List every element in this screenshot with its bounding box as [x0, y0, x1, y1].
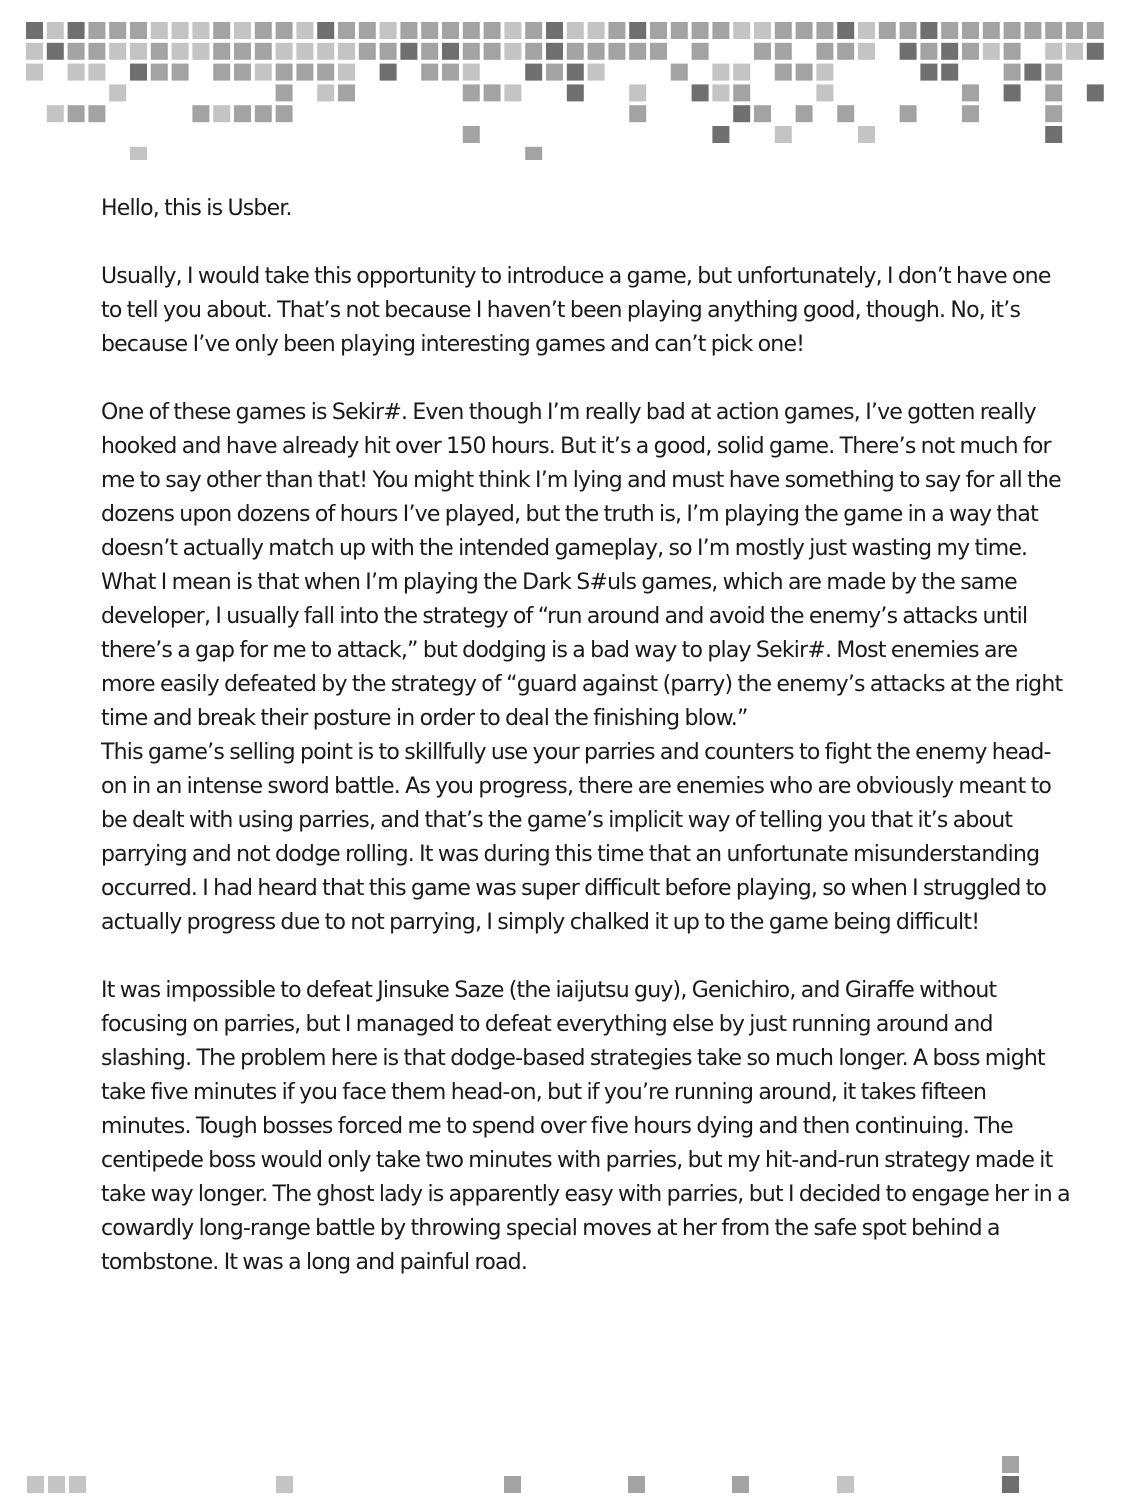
pixel-block: [68, 64, 85, 81]
pixel-block: [109, 22, 126, 39]
pixel-block: [962, 22, 979, 39]
pixel-block: [816, 22, 833, 39]
paragraph-strategy: What I mean is that when I’m playing the Dark S#uls games, which are made by the same developer, I usually fall into the strategy of “run around and avoid the enemy’s attacks until there’s a gap for me to attack,” but dodging is a bad way to play Sekir#. Most enemies are more easily defeated by the strategy of “guard against (parry) the enemy’s attacks at the right time and break their posture in order to deal the finishing blow.”: [101, 570, 1063, 731]
pixel-block: [837, 105, 854, 122]
pixel-block: [338, 84, 355, 101]
pixel-block: [400, 43, 417, 60]
pixel-block: [47, 22, 64, 39]
pixel-block: [234, 22, 251, 39]
pixel-block: [192, 105, 209, 122]
pixel-block: [1004, 43, 1021, 60]
pixel-block: [47, 43, 64, 60]
pixel-block: [234, 105, 251, 122]
pixel-block: [359, 22, 376, 39]
pixel-block: [837, 1476, 854, 1493]
pixel-block: [671, 22, 688, 39]
pixel-block: [962, 43, 979, 60]
pixel-block: [255, 105, 272, 122]
pixel-block: [858, 22, 875, 39]
pixel-block: [463, 126, 480, 143]
pixel-block: [1045, 105, 1062, 122]
pixel-block: [463, 22, 480, 39]
pixel-block: [671, 64, 688, 81]
pixel-block: [380, 22, 397, 39]
pixel-block: [1002, 1456, 1019, 1473]
pixel-block: [234, 43, 251, 60]
pixel-block: [816, 84, 833, 101]
pixel-block: [338, 22, 355, 39]
pixel-block: [775, 64, 792, 81]
pixel-block: [588, 64, 605, 81]
pixel-block: [380, 64, 397, 81]
pixel-block: [733, 105, 750, 122]
pixel-block: [192, 43, 209, 60]
pixel-block: [276, 43, 293, 60]
top-pixel-border: [0, 0, 1126, 160]
pixel-block: [130, 43, 147, 60]
pixel-block: [151, 64, 168, 81]
pixel-block: [48, 1476, 65, 1493]
pixel-block: [484, 84, 501, 101]
pixel-block: [941, 22, 958, 39]
pixel-block: [68, 43, 85, 60]
pixel-block: [546, 64, 563, 81]
pixel-block: [442, 22, 459, 39]
bottom-pixel-pattern: [0, 1430, 1126, 1500]
pixel-block: [775, 43, 792, 60]
pixel-block: [276, 1476, 293, 1493]
pixel-block: [255, 22, 272, 39]
pixel-block: [629, 84, 646, 101]
pixel-block: [172, 43, 189, 60]
pixel-block: [421, 64, 438, 81]
pixel-block: [504, 1476, 521, 1493]
pixel-block: [1045, 43, 1062, 60]
pixel-block: [421, 22, 438, 39]
pixel-block: [504, 84, 521, 101]
pixel-block: [546, 22, 563, 39]
pixel-block: [775, 22, 792, 39]
pixel-block: [733, 22, 750, 39]
pixel-block: [463, 84, 480, 101]
pixel-block: [628, 1476, 645, 1493]
pixel-block: [608, 43, 625, 60]
pixel-block: [525, 64, 542, 81]
greeting: Hello, this is Usber.: [101, 196, 292, 221]
paragraph-sekiro: One of these games is Sekir#. Even though I’m really bad at action games, I’ve gotten really hooked and have already hit over 150 hours. But it’s a good, solid game. There’s not much for me to say other than that! You might think I’m lying and must have something to say for all the dozens upon dozens of hours I’ve played, but the truth is, I’m playing the game in a way that doesn’t actually match up with the intended gameplay, so I’m mostly just wasting my time.: [101, 400, 1061, 561]
pixel-block: [692, 22, 709, 39]
pixel-block: [151, 43, 168, 60]
pixel-block: [1087, 43, 1104, 60]
pixel-block: [1087, 22, 1104, 39]
pixel-block: [525, 22, 542, 39]
pixel-block: [816, 43, 833, 60]
pixel-block: [296, 64, 313, 81]
pixel-block: [941, 64, 958, 81]
pixel-block: [712, 22, 729, 39]
paragraph-parry: This game’s selling point is to skillfully use your parries and counters to fight the enemy head-on in an intense sword battle. As you progress, there are enemies who are obviously meant to be dealt with using parries, and that’s the game’s implicit way of telling you that it’s about parrying and not dodge rolling. It was during this time that an unfortunate misunderstanding occurred. I had heard that this game was super difficult before playing, so when I struggled to actually progress due to not parrying, I simply chalked it up to the game being difficult!: [101, 740, 1052, 935]
pixel-block: [858, 43, 875, 60]
pixel-block: [567, 64, 584, 81]
letter-body: [101, 192, 1071, 1280]
pixel-block: [109, 43, 126, 60]
pixel-block: [588, 43, 605, 60]
pixel-block: [172, 64, 189, 81]
pixel-block: [754, 43, 771, 60]
pixel-block: [317, 43, 334, 60]
paragraph-bosses: It was impossible to defeat Jinsuke Saze (the iaijutsu guy), Genichiro, and Giraffe without focusing on parries, but I managed to defeat everything else by just running around and slashing. The problem here is that dodge-based strategies take so much longer. A boss might take five minutes if you face them head-on, but if you’re running around, it takes fifteen minutes. Tough bosses forced me to spend over five hours dying and then continuing. The centipede boss would only take two minutes with parries, but my hit-and-run strategy made it take way longer. The ghost lady is apparently easy with parries, but I decided to engage her in a cowardly long-range battle by throwing special moves at her from the safe spot behind a tombstone. It was a long and painful road.: [101, 978, 1070, 1275]
pixel-block: [27, 1476, 44, 1493]
pixel-block: [463, 43, 480, 60]
pixel-block: [276, 22, 293, 39]
pixel-block: [629, 105, 646, 122]
pixel-block: [754, 22, 771, 39]
pixel-block: [296, 22, 313, 39]
pixel-block: [650, 43, 667, 60]
pixel-block: [1004, 22, 1021, 39]
pixel-block: [796, 22, 813, 39]
pixel-block: [442, 43, 459, 60]
pixel-block: [192, 22, 209, 39]
pixel-block: [1066, 22, 1083, 39]
pixel-block: [68, 105, 85, 122]
pixel-block: [1024, 22, 1041, 39]
pixel-block: [1066, 43, 1083, 60]
pixel-block: [567, 43, 584, 60]
top-pixel-pattern: [0, 0, 1126, 160]
pixel-block: [442, 64, 459, 81]
pixel-block: [213, 105, 230, 122]
pixel-block: [546, 43, 563, 60]
pixel-block: [879, 22, 896, 39]
pixel-block: [712, 126, 729, 143]
pixel-block: [213, 64, 230, 81]
pixel-block: [588, 22, 605, 39]
pixel-block: [920, 43, 937, 60]
pixel-block: [837, 22, 854, 39]
pixel-block: [920, 22, 937, 39]
pixel-block: [26, 43, 43, 60]
pixel-block: [1087, 84, 1104, 101]
pixel-block: [504, 22, 521, 39]
pixel-block: [1045, 84, 1062, 101]
pixel-block: [775, 126, 792, 143]
pixel-block: [816, 64, 833, 81]
pixel-block: [733, 64, 750, 81]
pixel-block: [255, 64, 272, 81]
pixel-block: [1004, 64, 1021, 81]
pixel-block: [109, 84, 126, 101]
pixel-block: [650, 22, 667, 39]
pixel-block: [712, 84, 729, 101]
pixel-block: [941, 43, 958, 60]
pixel-block: [130, 147, 147, 160]
pixel-block: [1045, 22, 1062, 39]
pixel-block: [47, 105, 64, 122]
pixel-block: [962, 105, 979, 122]
pixel-block: [276, 84, 293, 101]
pixel-block: [1045, 64, 1062, 81]
pixel-block: [338, 64, 355, 81]
pixel-block: [962, 84, 979, 101]
pixel-block: [900, 43, 917, 60]
pixel-block: [130, 22, 147, 39]
pixel-block: [754, 105, 771, 122]
pixel-block: [1004, 84, 1021, 101]
pixel-block: [900, 105, 917, 122]
bottom-pixel-border: [0, 1430, 1126, 1500]
pixel-block: [567, 84, 584, 101]
pixel-block: [172, 22, 189, 39]
pixel-block: [504, 43, 521, 60]
pixel-block: [213, 43, 230, 60]
pixel-block: [796, 64, 813, 81]
pixel-block: [484, 43, 501, 60]
pixel-block: [213, 22, 230, 39]
pixel-block: [692, 84, 709, 101]
pixel-block: [837, 43, 854, 60]
pixel-block: [900, 22, 917, 39]
pixel-block: [88, 43, 105, 60]
pixel-block: [629, 43, 646, 60]
pixel-block: [983, 22, 1000, 39]
pixel-block: [525, 147, 542, 160]
pixel-block: [317, 22, 334, 39]
pixel-block: [712, 64, 729, 81]
pixel-block: [484, 22, 501, 39]
pixel-block: [692, 43, 709, 60]
pixel-block: [338, 43, 355, 60]
pixel-block: [463, 64, 480, 81]
pixel-block: [276, 64, 293, 81]
pixel-block: [858, 126, 875, 143]
pixel-block: [296, 43, 313, 60]
pixel-block: [255, 43, 272, 60]
pixel-block: [276, 105, 293, 122]
pixel-block: [26, 22, 43, 39]
pixel-block: [525, 43, 542, 60]
pixel-block: [68, 22, 85, 39]
pixel-block: [567, 22, 584, 39]
pixel-block: [359, 43, 376, 60]
pixel-block: [629, 22, 646, 39]
pixel-block: [317, 64, 334, 81]
pixel-block: [317, 84, 334, 101]
pixel-block: [234, 64, 251, 81]
pixel-block: [983, 43, 1000, 60]
paragraph-intro: Usually, I would take this opportunity to introduce a game, but unfortunately, I don’t have one to tell you about. That’s not because I haven’t been playing anything good, though. No, it’s because I’ve only been playing interesting games and can’t pick one!: [101, 264, 1051, 357]
pixel-block: [130, 64, 147, 81]
pixel-block: [88, 105, 105, 122]
pixel-block: [1024, 64, 1041, 81]
pixel-block: [380, 43, 397, 60]
pixel-block: [421, 43, 438, 60]
pixel-block: [732, 1476, 749, 1493]
pixel-block: [69, 1476, 86, 1493]
pixel-block: [88, 64, 105, 81]
pixel-block: [608, 22, 625, 39]
pixel-block: [151, 22, 168, 39]
pixel-block: [400, 22, 417, 39]
pixel-block: [733, 84, 750, 101]
pixel-block: [26, 64, 43, 81]
pixel-block: [1045, 126, 1062, 143]
pixel-block: [796, 105, 813, 122]
pixel-block: [1002, 1476, 1019, 1493]
pixel-block: [88, 22, 105, 39]
pixel-block: [920, 64, 937, 81]
